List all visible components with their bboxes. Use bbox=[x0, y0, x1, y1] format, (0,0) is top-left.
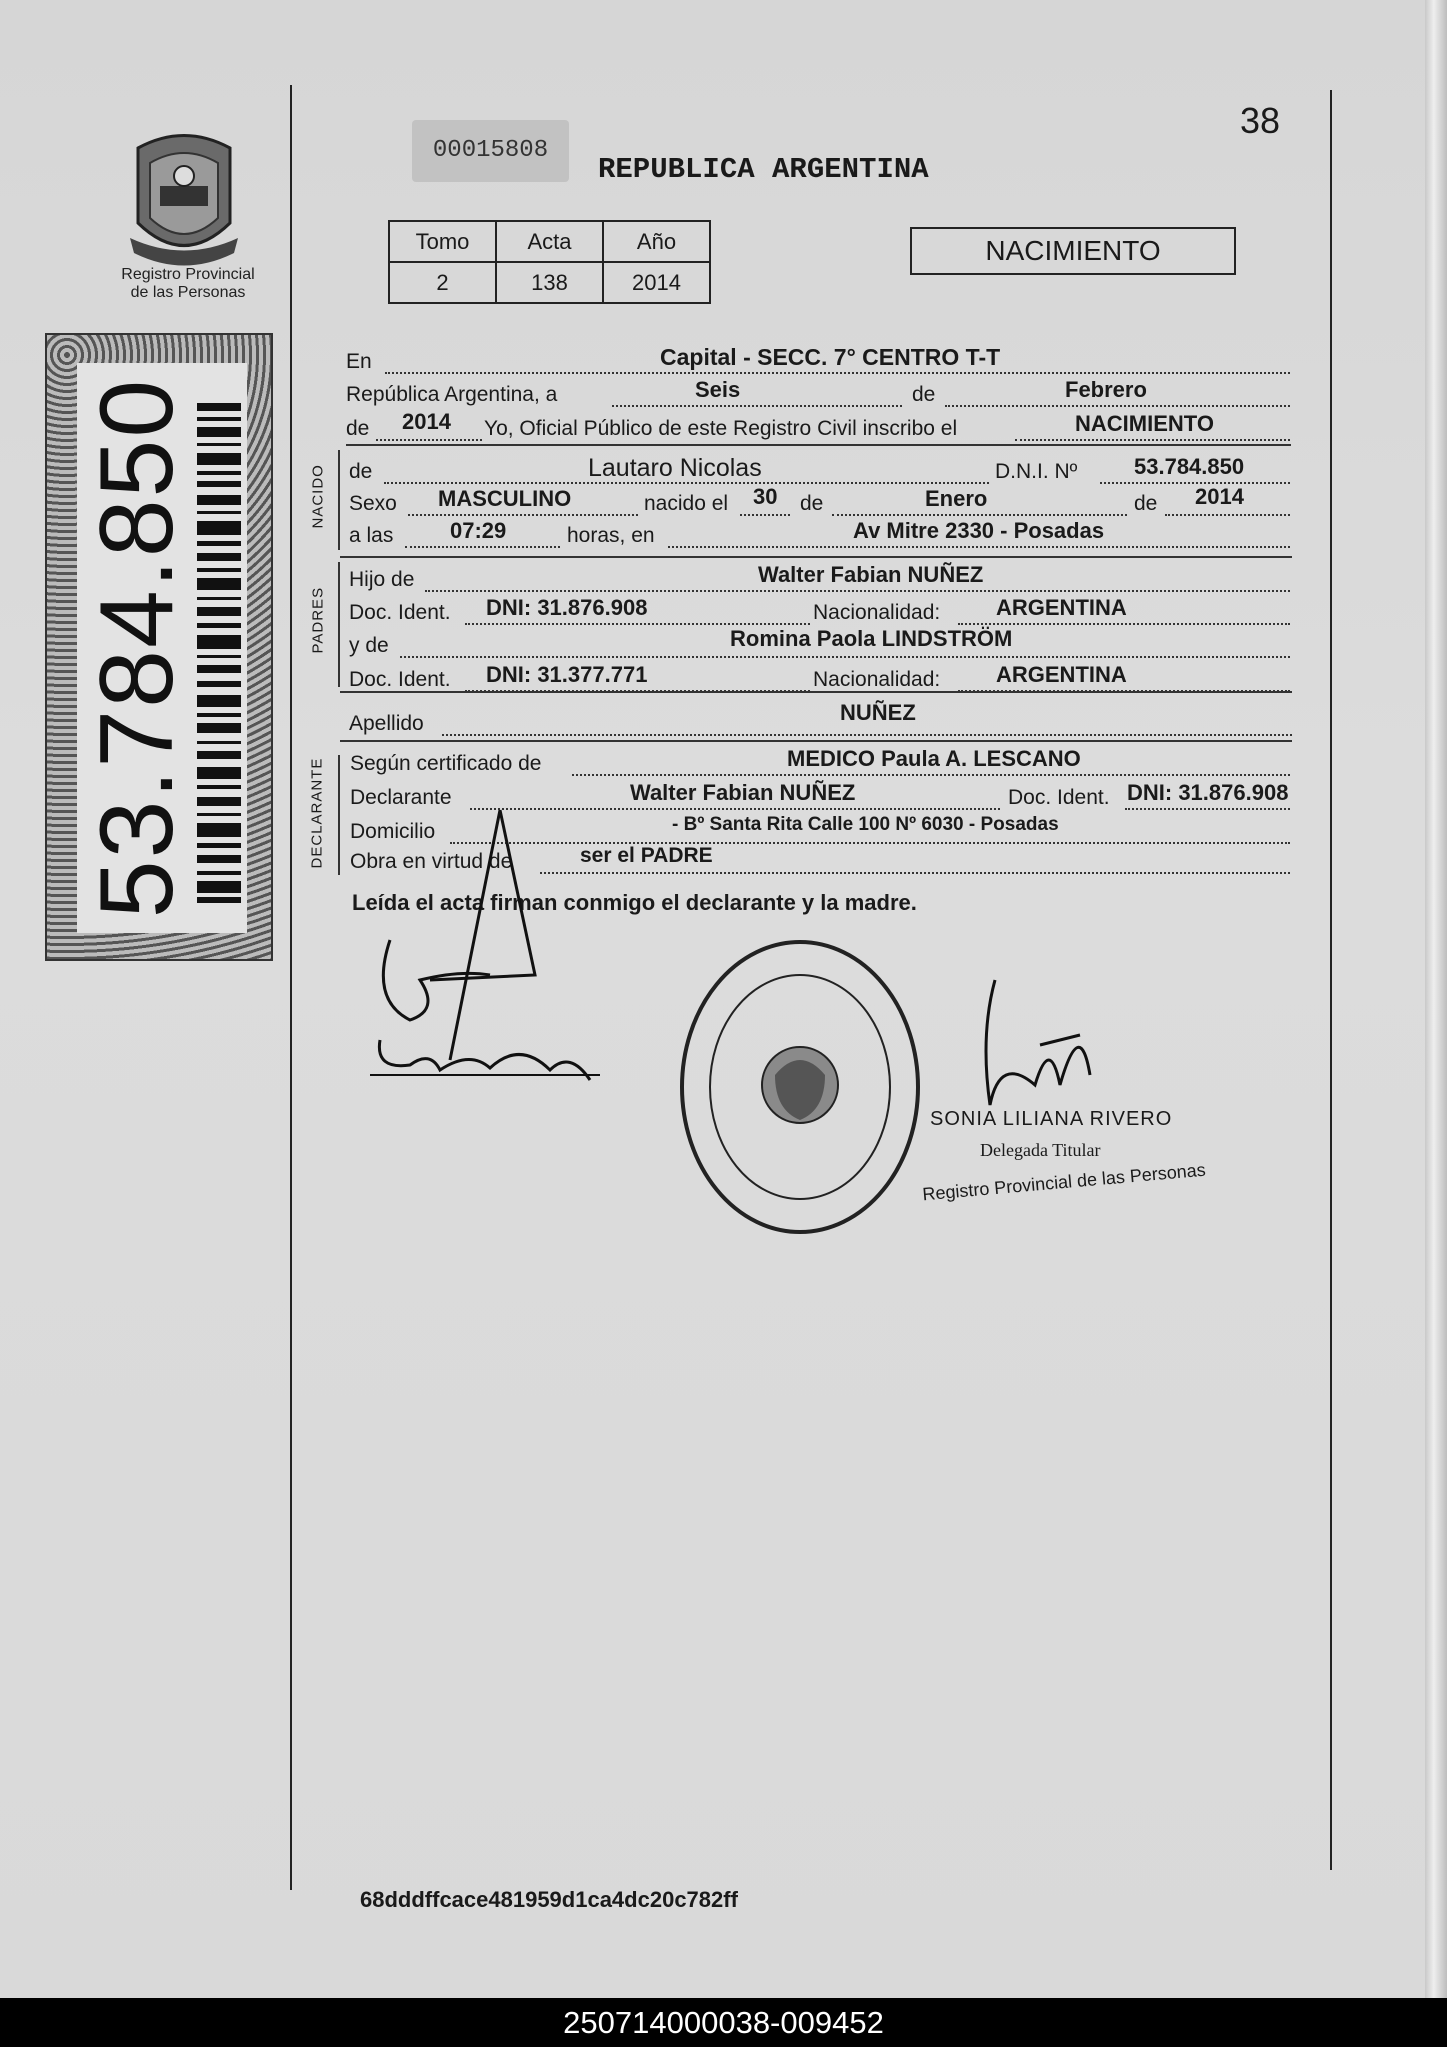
dotted-line bbox=[572, 774, 1290, 776]
dotted-line bbox=[540, 872, 1290, 874]
book-reference-table bbox=[388, 220, 711, 304]
certificado-label: Según certificado de bbox=[350, 752, 542, 775]
anio-value: 2014 bbox=[603, 262, 710, 303]
divider bbox=[340, 691, 1292, 693]
child-dni: 53.784.850 bbox=[1134, 454, 1245, 479]
acta-value: 138 bbox=[496, 262, 603, 303]
date-row bbox=[0, 377, 1447, 413]
dni-label: D.N.I. Nº bbox=[995, 460, 1078, 483]
de-label-year: de bbox=[346, 417, 370, 440]
doc-label: Doc. Ident. bbox=[349, 668, 451, 691]
tomo-header: Tomo bbox=[389, 221, 496, 262]
day-value: Seis bbox=[695, 377, 741, 402]
month-value: Febrero bbox=[1065, 377, 1147, 402]
birth-day: 30 bbox=[753, 484, 778, 509]
serial-number: 00015808 bbox=[412, 120, 569, 182]
crest-caption-line1: Registro Provincial bbox=[121, 266, 255, 283]
reason-row bbox=[0, 844, 1447, 880]
mother-doc: DNI: 31.377.771 bbox=[486, 662, 648, 687]
dotted-line bbox=[1015, 439, 1290, 441]
official-organization: Registro Provincial de las Personas bbox=[921, 1159, 1207, 1205]
declarante-doc: DNI: 31.876.908 bbox=[1127, 780, 1289, 805]
de-label: de bbox=[349, 460, 373, 483]
anio-header: Año bbox=[603, 221, 710, 262]
dotted-line bbox=[1125, 808, 1290, 810]
de-label: de bbox=[800, 492, 824, 515]
declarant-signature-icon bbox=[350, 800, 610, 1090]
apellido-label: Apellido bbox=[349, 712, 424, 735]
crest-caption bbox=[100, 266, 276, 302]
document-type-box: NACIMIENTO bbox=[910, 227, 1236, 275]
document-hash: 68dddffcace481959d1ca4dc20c782ff bbox=[360, 1887, 738, 1912]
republica-label: República Argentina, a bbox=[346, 383, 558, 406]
oficial-text: Yo, Oficial Público de este Registro Civil inscribo el bbox=[484, 417, 958, 440]
y-de-label: y de bbox=[349, 634, 389, 657]
dotted-line bbox=[442, 734, 1292, 736]
table-header-row bbox=[389, 221, 710, 262]
dotted-line bbox=[668, 546, 1290, 548]
acta-header: Acta bbox=[496, 221, 603, 262]
paper-edge bbox=[1425, 0, 1447, 1998]
page-title: REPUBLICA ARGENTINA bbox=[598, 153, 929, 186]
section-label-declarante: DECLARANTE bbox=[308, 757, 326, 869]
sexo-label: Sexo bbox=[349, 492, 397, 515]
dotted-line bbox=[832, 514, 1127, 516]
de-label: de bbox=[912, 383, 936, 406]
mother-name: Romina Paola LINDSTRÖM bbox=[730, 626, 1013, 651]
birth-year: 2014 bbox=[1195, 484, 1244, 509]
doc-label: Doc. Ident. bbox=[1008, 786, 1110, 809]
official-signature-icon bbox=[940, 975, 1110, 1125]
father-nationality: ARGENTINA bbox=[996, 595, 1127, 620]
barcode-number: 53.784.850 bbox=[79, 377, 195, 919]
birth-place: Av Mitre 2330 - Posadas bbox=[853, 518, 1105, 543]
page-number: 38 bbox=[1240, 100, 1281, 141]
dotted-line bbox=[740, 514, 790, 516]
divider bbox=[340, 740, 1292, 742]
tomo-value: 2 bbox=[389, 262, 496, 303]
nacido-label: nacido el bbox=[644, 492, 729, 515]
dotted-line bbox=[385, 372, 1290, 374]
obra-value: ser el PADRE bbox=[580, 844, 713, 867]
section-label-nacido: NACIDO bbox=[309, 464, 327, 529]
crest-caption-line2: de las Personas bbox=[130, 284, 246, 301]
certificado-value: MEDICO Paula A. LESCANO bbox=[787, 746, 1081, 771]
dotted-line bbox=[425, 590, 1290, 592]
official-role: Delegada Titular bbox=[980, 1140, 1101, 1160]
place-value: Capital - SECC. 7° CENTRO T-T bbox=[660, 344, 1001, 370]
declarante-label: Declarante bbox=[350, 786, 452, 809]
hijo-label: Hijo de bbox=[349, 568, 415, 591]
declarant-row bbox=[0, 780, 1447, 816]
child-name: Lautaro Nicolas bbox=[588, 454, 762, 482]
dotted-line bbox=[612, 405, 902, 407]
domicilio-label: Domicilio bbox=[350, 820, 436, 843]
a-las-label: a las bbox=[349, 524, 394, 547]
sex-birth-row bbox=[0, 484, 1447, 522]
official-seal-icon bbox=[675, 935, 925, 1240]
closing-statement: Leída el acta firman conmigo el declarante y la madre. bbox=[352, 890, 917, 915]
surname-row bbox=[0, 700, 1447, 742]
nacionalidad-label: Nacionalidad: bbox=[813, 668, 941, 691]
declarante-name: Walter Fabian NUÑEZ bbox=[630, 780, 856, 805]
divider bbox=[346, 444, 1291, 446]
footer-code: 250714000038-009452 bbox=[0, 1998, 1447, 2047]
dotted-line bbox=[376, 439, 482, 441]
inscribe-value: NACIMIENTO bbox=[1075, 411, 1214, 436]
obra-label: Obra en virtud de bbox=[350, 850, 513, 873]
surname-value: NUÑEZ bbox=[840, 700, 916, 725]
dotted-line bbox=[400, 656, 1290, 658]
dotted-line bbox=[945, 405, 1290, 407]
mother-doc-row bbox=[0, 662, 1447, 698]
de-label-year: de bbox=[1134, 492, 1158, 515]
year-value: 2014 bbox=[402, 409, 451, 434]
father-row bbox=[0, 562, 1447, 598]
time-place-row bbox=[0, 518, 1447, 554]
address-row bbox=[0, 814, 1447, 850]
dotted-line bbox=[1165, 514, 1290, 516]
official-name: SONIA LILIANA RIVERO bbox=[930, 1108, 1173, 1130]
domicilio-value: - Bº Santa Rita Calle 100 Nº 6030 - Posadas bbox=[672, 814, 1059, 835]
mother-nationality: ARGENTINA bbox=[996, 662, 1127, 687]
divider bbox=[340, 556, 1292, 558]
horas-label: horas, en bbox=[567, 524, 655, 547]
sexo-value: MASCULINO bbox=[438, 486, 572, 511]
dotted-line bbox=[465, 623, 810, 625]
section-label-padres: PADRES bbox=[309, 586, 327, 654]
table-row bbox=[389, 262, 710, 303]
inscription-row bbox=[0, 409, 1447, 447]
nacionalidad-label: Nacionalidad: bbox=[813, 601, 941, 624]
dotted-line bbox=[405, 546, 560, 548]
father-doc: DNI: 31.876.908 bbox=[486, 595, 648, 620]
certificate-row bbox=[0, 746, 1447, 782]
place-row bbox=[0, 344, 1447, 380]
birth-month: Enero bbox=[925, 486, 988, 511]
dotted-line bbox=[408, 514, 638, 516]
en-label: En bbox=[346, 350, 372, 373]
doc-label: Doc. Ident. bbox=[349, 601, 451, 624]
birth-time: 07:29 bbox=[450, 518, 507, 543]
mother-row bbox=[0, 626, 1447, 664]
misiones-crest-icon bbox=[118, 128, 250, 273]
father-name: Walter Fabian NUÑEZ bbox=[758, 562, 984, 587]
dotted-line bbox=[958, 623, 1290, 625]
